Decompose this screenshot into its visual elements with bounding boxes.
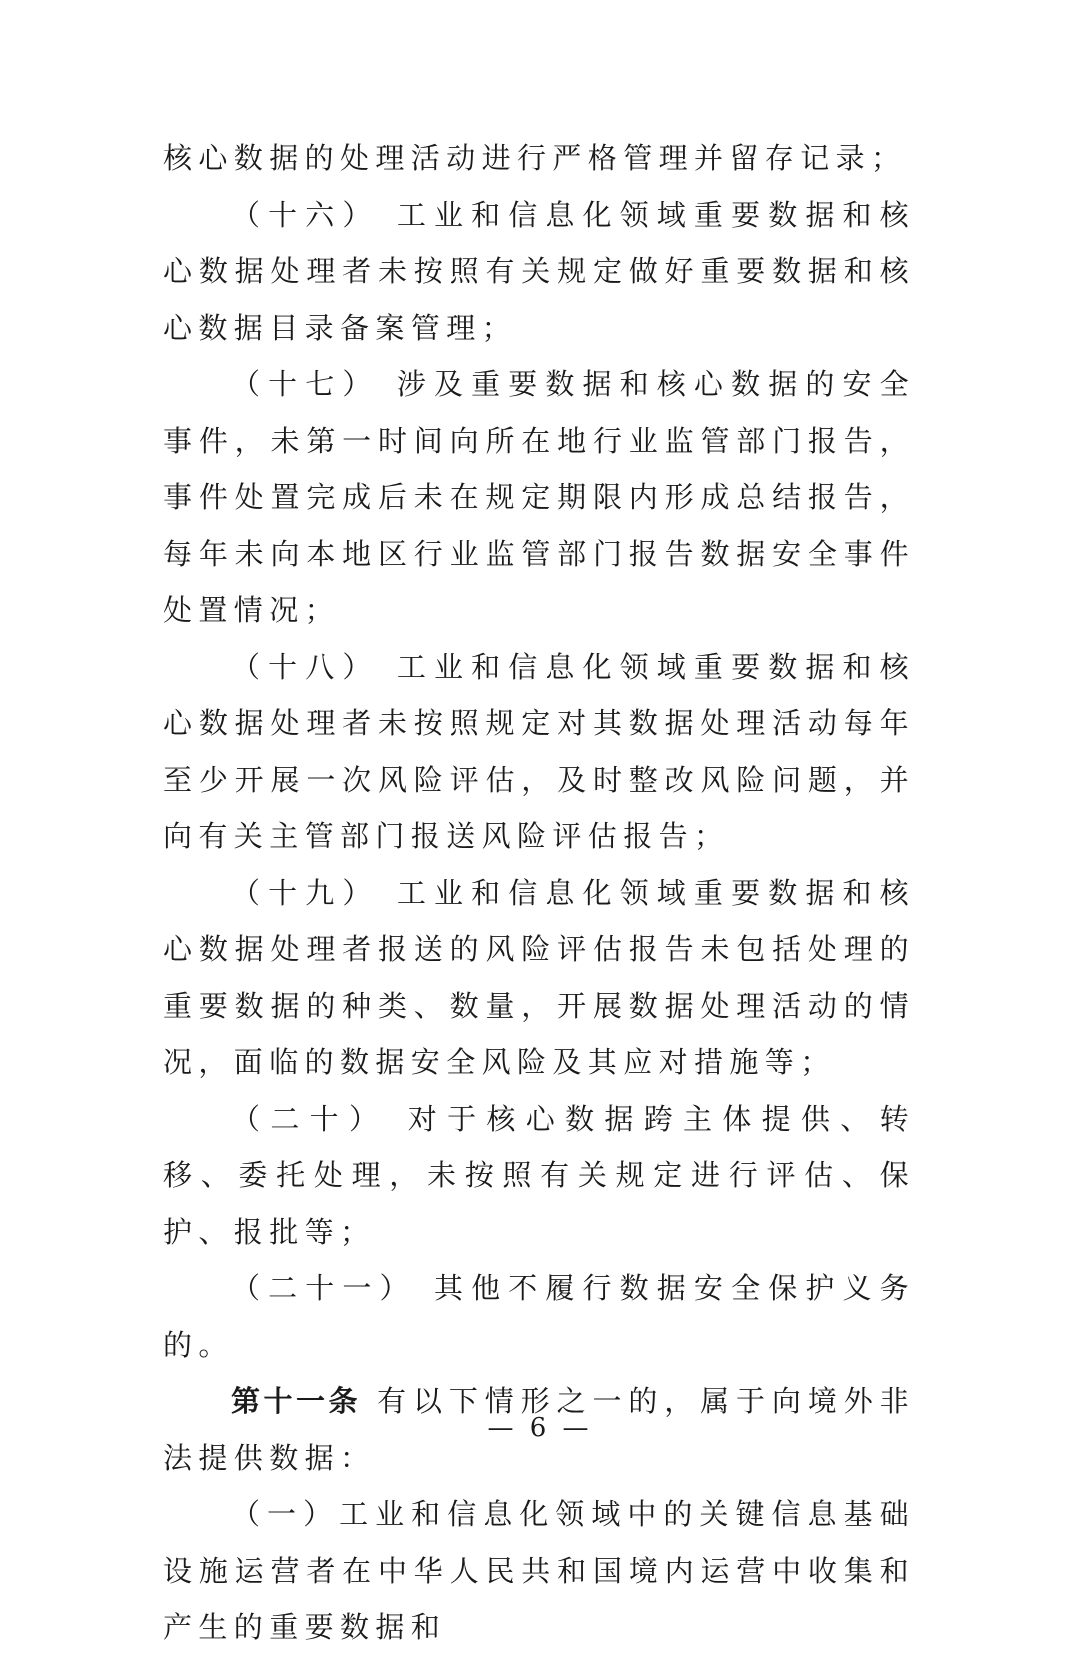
paragraph-item-16: （十六） 工业和信息化领域重要数据和核心数据处理者未按照有关规定做好重要数据和核心数据目录备案管理；: [163, 197, 915, 345]
paragraph-item-21: （二十一） 其他不履行数据安全保护义务的。: [163, 1271, 915, 1362]
paragraph-article-11-item-1: （一）工业和信息化领域中的关键信息基础设施运营者在中华人民共和国境内运营中收集和产生的重要数据和: [163, 1497, 915, 1644]
paragraph-item-20: （二十） 对于核心数据跨主体提供、转移、委托处理，未按照有关规定进行评估、保护、报批等；: [163, 1101, 915, 1249]
page-number: — 6 —: [487, 1413, 593, 1443]
article-11-text: 有以下情形之一的，属于向境外非法提供数据：: [163, 1384, 915, 1475]
paragraph-item-17: （十七） 涉及重要数据和核心数据的安全事件，未第一时间向所在地行业监管部门报告，事件处置完成后未在规定期限内形成总结报告，每年未向本地区行业监管部门报告数据安全事件处置情况；: [163, 367, 915, 627]
article-11-label: 第十一条: [231, 1384, 361, 1418]
paragraph-item-19: （十九） 工业和信息化领域重要数据和核心数据处理者报送的风险评估报告未包括处理的重要数据的种类、数量，开展数据处理活动的情况，面临的数据安全风险及其应对措施等；: [163, 875, 915, 1079]
paragraph-item-18: （十八） 工业和信息化领域重要数据和核心数据处理者未按照规定对其数据处理活动每年至少开展一次风险评估，及时整改风险问题，并向有关主管部门报送风险评估报告；: [163, 649, 915, 853]
paragraph-continuation: 核心数据的处理活动进行严格管理并留存记录；: [163, 141, 907, 175]
